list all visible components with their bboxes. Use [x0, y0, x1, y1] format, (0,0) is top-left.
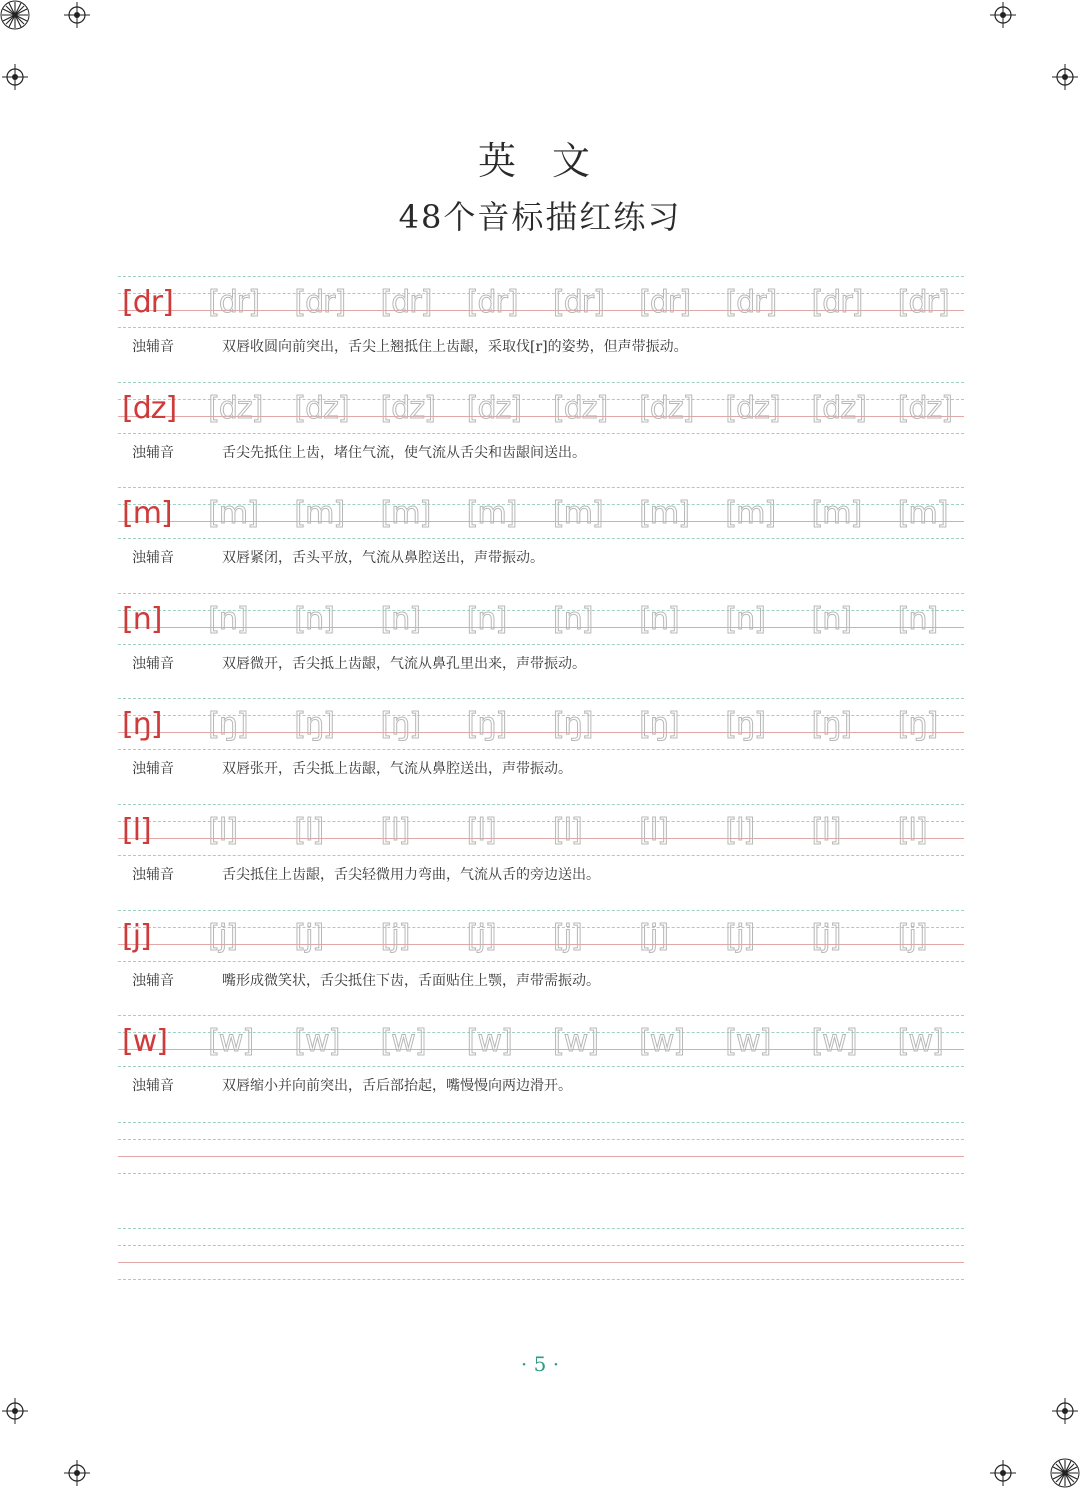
- tracing-symbol: [ŋ]: [208, 707, 248, 743]
- tracing-symbol: [n]: [639, 601, 679, 637]
- phonetic-row: [118, 796, 964, 902]
- tracing-symbol: [dz]: [639, 390, 694, 426]
- registration-mark-icon: [990, 2, 1016, 28]
- color-calibration-starburst-icon: [1050, 1458, 1080, 1488]
- tracing-symbol: [w]: [725, 1024, 771, 1060]
- model-symbol: [n]: [122, 601, 162, 637]
- description-text: 双唇收圆向前突出，舌尖上翘抵住上齿龈，采取伐[r]的姿势，但声带振动。: [222, 339, 688, 355]
- page-subtitle: 48个音标描红练习: [398, 198, 682, 236]
- consonant-category: 浊辅音: [132, 866, 174, 883]
- writing-guide-band: [118, 276, 964, 330]
- practice-sheet: [118, 268, 964, 1113]
- tracing-symbol: [l]: [208, 812, 237, 848]
- tracing-symbol: [j]: [639, 918, 668, 954]
- tracing-symbol: [n]: [466, 601, 507, 637]
- description-text: 双唇缩小并向前突出，舌后部抬起，嘴慢慢向两边滑开。: [222, 1078, 572, 1095]
- tracing-symbol: [m]: [380, 496, 431, 532]
- writing-guide-band: [118, 910, 964, 964]
- tracing-symbol: [l]: [897, 812, 927, 848]
- tracing-symbol: [ŋ]: [811, 707, 852, 743]
- tracing-symbol: [dz]: [208, 390, 263, 426]
- tracing-symbol: [l]: [811, 812, 841, 848]
- tracing-symbol: [w]: [811, 1024, 857, 1060]
- consonant-category: 浊辅音: [132, 339, 174, 355]
- model-symbol: [j]: [122, 918, 151, 954]
- model-symbol: [dr]: [122, 285, 173, 320]
- writing-guide-band: [118, 698, 964, 752]
- consonant-category: 浊辅音: [132, 444, 174, 461]
- tracing-symbol: [w]: [639, 1024, 685, 1060]
- tracing-symbol: [m]: [811, 496, 862, 532]
- tracing-symbol: [ŋ]: [897, 707, 938, 743]
- tracing-symbol: [n]: [294, 601, 334, 637]
- phonetic-row: [118, 268, 964, 374]
- tracing-symbol: [ŋ]: [380, 707, 421, 743]
- tracing-symbol: [l]: [380, 812, 410, 848]
- description-text: 舌尖先抵住上齿，堵住气流，使气流从舌尖和齿龈间送出。: [222, 444, 586, 461]
- tracing-symbol: [dz]: [466, 390, 521, 426]
- model-symbol: [dz]: [122, 390, 177, 426]
- tracing-symbol: [dz]: [811, 390, 866, 426]
- tracing-symbol: [j]: [897, 918, 927, 954]
- tracing-symbol: [m]: [897, 496, 948, 532]
- page-number: · 5 ·: [520, 1352, 560, 1376]
- pronunciation-description: [118, 970, 964, 994]
- consonant-category: 浊辅音: [132, 761, 174, 778]
- tracing-symbol: [m]: [639, 496, 689, 532]
- tracing-symbol: [l]: [553, 812, 582, 848]
- pronunciation-description: [118, 442, 964, 466]
- tracing-symbol: [l]: [466, 812, 496, 848]
- registration-mark-icon: [1052, 1398, 1078, 1424]
- writing-guide-band: [118, 593, 964, 647]
- tracing-symbol: [m]: [725, 496, 776, 532]
- tracing-symbol: [dr]: [897, 285, 949, 320]
- tracing-symbol: [dr]: [811, 285, 863, 320]
- description-text: 双唇张开，舌尖抵上齿龈，气流从鼻腔送出，声带振动。: [222, 761, 572, 778]
- consonant-category: 浊辅音: [132, 972, 174, 989]
- tracing-symbol: [l]: [639, 812, 668, 848]
- phonetic-row: [118, 585, 964, 691]
- phonetic-row: [118, 902, 964, 1008]
- phonetic-row: [118, 374, 964, 480]
- tracing-symbol: [dz]: [380, 390, 435, 426]
- tracing-symbol: [dr]: [639, 285, 690, 320]
- registration-mark-icon: [2, 1398, 28, 1424]
- tracing-symbol: [w]: [208, 1024, 254, 1060]
- tracing-symbol: [j]: [466, 918, 496, 954]
- tracing-symbol: [w]: [294, 1024, 340, 1060]
- tracing-symbol: [l]: [294, 812, 324, 848]
- phonetic-row: [118, 690, 964, 796]
- tracing-symbol: [dz]: [553, 390, 608, 426]
- phonetic-row: [118, 479, 964, 585]
- writing-guide-band: [118, 487, 964, 541]
- tracing-symbol: [n]: [208, 601, 248, 637]
- description-text: 舌尖抵住上齿龈，舌尖轻微用力弯曲，气流从舌的旁边送出。: [222, 866, 600, 883]
- tracing-symbol: [dr]: [725, 285, 777, 320]
- consonant-category: 浊辅音: [132, 655, 174, 672]
- tracing-symbol: [dr]: [380, 285, 432, 320]
- pronunciation-description: [118, 758, 964, 782]
- tracing-symbol: [j]: [811, 918, 841, 954]
- tracing-symbol: [j]: [380, 918, 410, 954]
- writing-guide-band: [118, 382, 964, 436]
- registration-mark-icon: [990, 1460, 1016, 1486]
- pronunciation-description: [118, 864, 964, 888]
- tracing-symbol: [dz]: [725, 390, 780, 426]
- tracing-symbol: [m]: [553, 496, 603, 532]
- tracing-symbol: [l]: [725, 812, 755, 848]
- pronunciation-description: [118, 1075, 964, 1099]
- tracing-symbol: [j]: [294, 918, 324, 954]
- tracing-symbol: [ŋ]: [725, 707, 765, 743]
- tracing-symbol: [dr]: [208, 285, 259, 320]
- tracing-symbol: [w]: [897, 1024, 943, 1060]
- model-symbol: [m]: [122, 496, 172, 532]
- registration-mark-icon: [64, 2, 90, 28]
- tracing-symbol: [n]: [811, 601, 852, 637]
- tracing-symbol: [j]: [725, 918, 755, 954]
- tracing-symbol: [j]: [208, 918, 237, 954]
- tracing-symbol: [n]: [725, 601, 765, 637]
- registration-mark-icon: [1052, 64, 1078, 90]
- writing-guide-band: [118, 1015, 964, 1069]
- pronunciation-description: [118, 653, 964, 677]
- tracing-symbol: [dr]: [553, 285, 604, 320]
- tracing-symbol: [m]: [294, 496, 345, 532]
- registration-mark-icon: [2, 64, 28, 90]
- phonetic-row: [118, 1007, 964, 1113]
- model-symbol: [l]: [122, 812, 151, 848]
- tracing-symbol: [ŋ]: [639, 707, 679, 743]
- pronunciation-description: [118, 336, 964, 360]
- blank-practice-line: [118, 1122, 964, 1176]
- tracing-symbol: [n]: [380, 601, 421, 637]
- tracing-symbol: [w]: [466, 1024, 512, 1060]
- tracing-symbol: [ŋ]: [553, 707, 593, 743]
- tracing-symbol: [w]: [553, 1024, 598, 1060]
- description-text: 双唇紧闭，舌头平放，气流从鼻腔送出，声带振动。: [222, 550, 544, 567]
- color-calibration-starburst-icon: [0, 0, 30, 30]
- tracing-symbol: [dr]: [466, 285, 518, 320]
- tracing-symbol: [m]: [208, 496, 258, 532]
- blank-practice-line: [118, 1228, 964, 1282]
- tracing-symbol: [n]: [897, 601, 938, 637]
- pronunciation-description: [118, 547, 964, 571]
- tracing-symbol: [m]: [466, 496, 517, 532]
- writing-guide-band: [118, 804, 964, 858]
- model-symbol: [w]: [122, 1024, 167, 1060]
- tracing-symbol: [dz]: [897, 390, 952, 426]
- tracing-symbol: [ŋ]: [466, 707, 507, 743]
- model-symbol: [ŋ]: [122, 707, 162, 743]
- description-text: 双唇微开，舌尖抵上齿龈，气流从鼻孔里出来，声带振动。: [222, 655, 586, 672]
- page-title: 英 文: [477, 139, 603, 183]
- tracing-symbol: [ŋ]: [294, 707, 334, 743]
- tracing-symbol: [j]: [553, 918, 582, 954]
- tracing-symbol: [w]: [380, 1024, 426, 1060]
- consonant-category: 浊辅音: [132, 550, 174, 567]
- registration-mark-icon: [64, 1460, 90, 1486]
- tracing-symbol: [dz]: [294, 390, 349, 426]
- description-text: 嘴形成微笑状，舌尖抵住下齿，舌面贴住上颚，声带需振动。: [222, 972, 600, 989]
- tracing-symbol: [n]: [553, 601, 593, 637]
- tracing-symbol: [dr]: [294, 285, 346, 320]
- consonant-category: 浊辅音: [132, 1078, 174, 1095]
